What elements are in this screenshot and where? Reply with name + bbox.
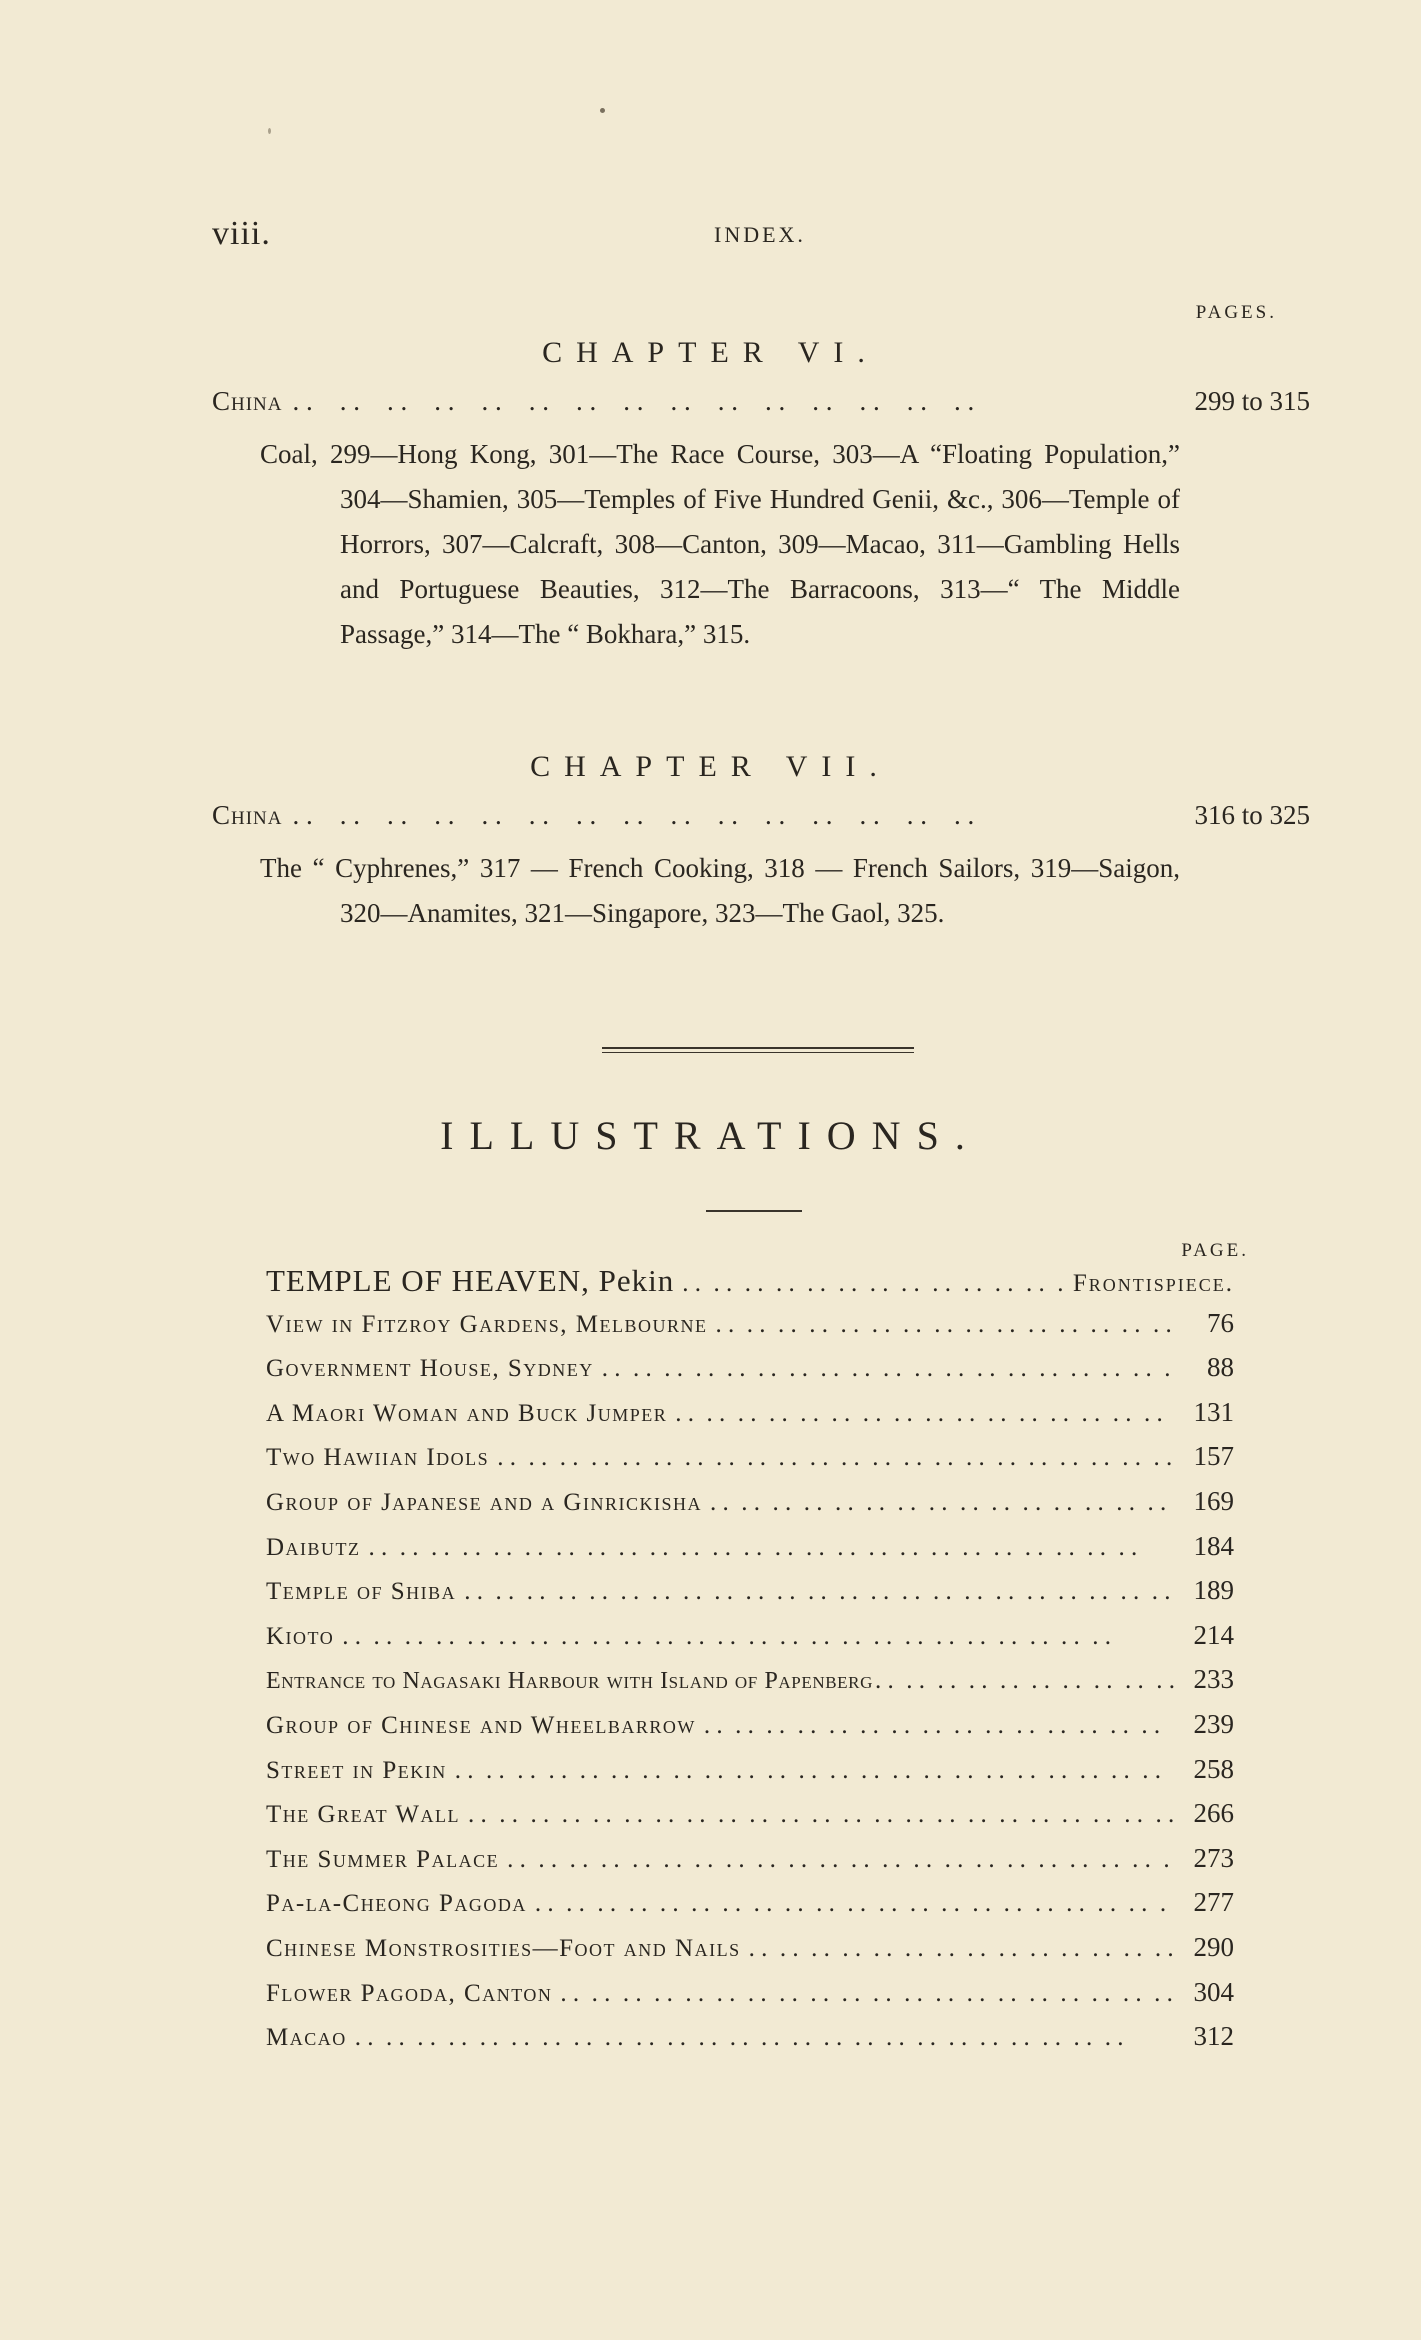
illustration-page: 258: [1193, 1753, 1234, 1784]
illustration-title: Pa-la-Cheong Pagoda: [266, 1890, 527, 1918]
toc-entry: [212, 800, 1310, 831]
toc-entry-range: 316 to 325: [1194, 800, 1310, 830]
illustration-page: 277: [1193, 1887, 1234, 1918]
illustration-entry: [266, 1977, 1234, 2022]
pages-column-label: PAGES.: [1195, 302, 1277, 323]
illustration-title: TEMPLE OF HEAVEN, Pekin: [266, 1263, 675, 1298]
illustration-entry: [266, 1575, 1234, 1620]
illustration-entry: [266, 1531, 1234, 1576]
chapter-heading: CHAPTER VII.: [530, 750, 891, 783]
illustration-title: View in Fitzroy Gardens, Melbourne: [266, 1310, 708, 1338]
dot-leader: [355, 2024, 1174, 2052]
illustration-entry: [266, 1263, 1234, 1308]
illustration-entry: [266, 1664, 1234, 1709]
dot-leader: [682, 1270, 1065, 1298]
illustration-title: Temple of Shiba: [266, 1578, 457, 1606]
illustration-entry: [266, 1798, 1234, 1843]
dot-leader: [704, 1712, 1174, 1740]
illustration-title: Street in Pekin: [266, 1756, 447, 1784]
illustration-entry: [266, 1709, 1234, 1754]
illustration-page: 304: [1193, 1976, 1234, 2007]
illustration-title: Government House, Sydney: [266, 1355, 594, 1383]
dot-leader: [535, 1890, 1174, 1918]
dot-leader: [675, 1400, 1174, 1428]
dot-leader: [710, 1489, 1174, 1517]
illustration-entry: [266, 2021, 1234, 2066]
illustration-title: The Great Wall: [266, 1801, 460, 1829]
illustrations-list: [266, 1263, 1234, 2066]
illustration-page: Frontispiece.: [1072, 1270, 1234, 1297]
dot-leader: [715, 1311, 1174, 1339]
illustration-title: Entrance to Nagasaki Harbour with Island of Papenberg: [266, 1668, 873, 1695]
dot-leader: [497, 1444, 1174, 1472]
heading-rule: [706, 1210, 802, 1212]
illustration-entry: [266, 1441, 1234, 1486]
dot-leader: [749, 1935, 1174, 1963]
illustration-title: Chinese Monstrosities—Foot and Nails: [266, 1934, 741, 1962]
illustration-page: 131: [1193, 1396, 1234, 1427]
illustration-page: 239: [1193, 1708, 1234, 1739]
illustration-title: Flower Pagoda, Canton: [266, 1979, 553, 2007]
illustration-title: Group of Chinese and Wheelbarrow: [266, 1711, 696, 1739]
toc-entry-label: China: [212, 386, 283, 416]
dot-leader: [293, 800, 1185, 831]
illustration-page: 266: [1193, 1798, 1234, 1829]
illustration-page: 233: [1193, 1664, 1234, 1695]
illustration-page: 312: [1193, 2021, 1234, 2052]
dot-leader: [369, 1534, 1174, 1562]
chapter-summary-text: The “ Cyphrenes,” 317 — French Cooking, 318 — French Sailors, 319—Saigon, 320—Anamites, 321—Singapore, 323—The Gaol, 325.: [260, 853, 1180, 928]
illustration-entry: [266, 1308, 1234, 1353]
illustration-entry: [266, 1932, 1234, 1977]
dot-leader: [455, 1757, 1174, 1785]
illustration-entry: [266, 1352, 1234, 1397]
illustration-entry: [266, 1754, 1234, 1799]
illustration-title: Daibutz: [266, 1533, 361, 1561]
chapter-heading: CHAPTER VI.: [542, 336, 879, 369]
illustration-page: 88: [1207, 1352, 1234, 1383]
illustration-title: Macao: [266, 2024, 347, 2052]
illustration-page: 290: [1193, 1931, 1234, 1962]
page-number: viii.: [212, 215, 271, 252]
illustration-entry: [266, 1397, 1234, 1442]
dot-leader: [560, 1980, 1174, 2008]
illustration-page: 184: [1193, 1530, 1234, 1561]
chapter-summary-text: Coal, 299—Hong Kong, 301—The Race Course, 303—A “Floating Population,” 304—Shamien, 305—Temples of Five Hundred Genii, &c., 306—Temple of Horrors, 307—Calcraft, 308—Canton, 309—Macao, 311—Gambling Hells and Portuguese Beauties, 312—The Barracoons, 313—“ The Middle Passage,” 314—The “ Bokhara,” 315.: [260, 439, 1180, 649]
illustration-page: 273: [1193, 1842, 1234, 1873]
toc-entry-label: China: [212, 800, 283, 830]
dot-leader: [468, 1801, 1174, 1829]
illustration-entry: [266, 1486, 1234, 1531]
dot-leader: [507, 1846, 1174, 1874]
illustration-page: 214: [1193, 1619, 1234, 1650]
illustration-page: 76: [1207, 1307, 1234, 1338]
paper-speck: [268, 128, 271, 134]
running-header: INDEX.: [714, 222, 806, 247]
illustrations-heading: ILLUSTRATIONS.: [440, 1113, 981, 1158]
chapter-summary: [260, 846, 1180, 936]
illustration-entry: [266, 1843, 1234, 1888]
illustration-entry: [266, 1887, 1234, 1932]
dot-leader: [293, 386, 1185, 417]
illustration-title: Group of Japanese and a Ginrickisha: [266, 1488, 702, 1516]
illustration-title: Two Hawiian Idols: [266, 1444, 490, 1472]
dot-leader: [464, 1578, 1174, 1606]
page-column-label: PAGE.: [1181, 1240, 1249, 1261]
chapter-summary: [260, 432, 1180, 657]
illustration-page: 169: [1193, 1485, 1234, 1516]
section-divider: [602, 1047, 914, 1053]
illustration-title: A Maori Woman and Buck Jumper: [266, 1399, 668, 1427]
dot-leader: [602, 1355, 1174, 1383]
illustration-page: 189: [1193, 1575, 1234, 1606]
illustration-entry: [266, 1620, 1234, 1665]
toc-entry-range: 299 to 315: [1194, 386, 1310, 416]
dot-leader: [875, 1667, 1180, 1695]
illustration-title: The Summer Palace: [266, 1845, 500, 1873]
illustration-page: 157: [1193, 1441, 1234, 1472]
toc-entry: [212, 386, 1310, 417]
dot-leader: [342, 1623, 1174, 1651]
paper-speck: [600, 108, 605, 113]
illustration-title: Kioto: [266, 1622, 335, 1650]
